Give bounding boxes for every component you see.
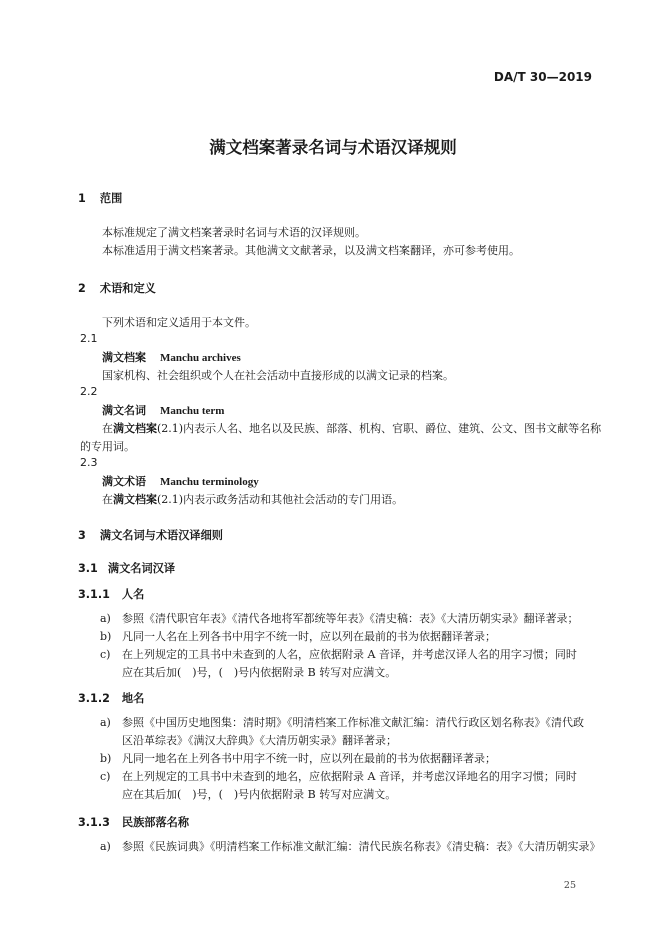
- term-zh: 满文名词: [102, 404, 146, 417]
- section-title: 人名: [121, 588, 145, 601]
- section-title: 地名: [121, 692, 145, 705]
- term-en: Manchu term: [160, 405, 225, 417]
- section-title: 术语和定义: [99, 282, 156, 295]
- list-marker: c): [100, 648, 111, 661]
- list-marker: a): [100, 716, 111, 729]
- term-entry: [102, 402, 224, 418]
- term-number: 2.1: [80, 332, 98, 345]
- paragraph: 本标准规定了满文档案著录时名词与术语的汉译规则。: [102, 226, 366, 239]
- list-marker: c): [100, 770, 111, 783]
- section-number: 3.1.2: [78, 692, 110, 705]
- list-item: [100, 838, 601, 854]
- section-number: 3.1: [78, 562, 98, 575]
- standard-number: DA/T 30—2019: [493, 70, 592, 84]
- section-number: 3: [78, 529, 86, 542]
- term-reference: 满文档案: [113, 493, 157, 506]
- section-number: 2: [78, 282, 86, 295]
- list-marker: a): [100, 840, 111, 853]
- section-3-heading: [78, 527, 223, 543]
- list-text: 参照《清代职官年表》《清代各地将军都统等年表》《清史稿：表》《大清历朝实录》翻译著录；: [122, 612, 579, 625]
- section-3-1-1-heading: [78, 586, 144, 602]
- paragraph: 下列术语和定义适用于本文件。: [102, 316, 256, 329]
- paragraph: 本标准适用于满文档案著录。其他满文文献著录，以及满文档案翻译，亦可参考使用。: [102, 244, 520, 257]
- term-number: 2.2: [80, 385, 98, 398]
- document-title: 满文档案著录名词与术语汉译规则: [209, 138, 457, 157]
- term-definition: [102, 491, 403, 507]
- list-item: [100, 714, 584, 730]
- term-zh: 满文档案: [102, 351, 146, 364]
- definition-text: 在: [102, 493, 113, 506]
- term-definition: 国家机构、社会组织或个人在社会活动中直接形成的以满文记录的档案。: [102, 369, 454, 382]
- list-item: [100, 646, 577, 662]
- list-text: 凡同一地名在上列各书中用字不统一时，应以列在最前的书为依据翻译著录；: [122, 752, 496, 765]
- section-title: 民族部落名称: [121, 816, 190, 829]
- section-1-heading: [78, 190, 122, 206]
- list-text-continuation: 应在其后加( )号，( )号内依据附录 B 转写对应满文。: [122, 788, 397, 801]
- list-item: [100, 768, 577, 784]
- section-3-1-2-heading: [78, 690, 144, 706]
- definition-text: (2.1)内表示人名、地名以及民族、部落、机构、官职、爵位、建筑、公文、图书文献等名称: [157, 422, 602, 435]
- section-2-heading: [78, 280, 156, 296]
- list-text: 参照《中国历史地图集：清时期》《明清档案工作标准文献汇编：清代行政区划名称表》《清代政: [122, 716, 584, 729]
- list-marker: b): [100, 752, 112, 765]
- term-number: 2.3: [80, 456, 98, 469]
- definition-text: (2.1)内表示政务活动和其他社会活动的专门用语。: [157, 493, 404, 506]
- term-entry: [102, 473, 259, 489]
- term-definition: [102, 420, 601, 436]
- term-en: Manchu terminology: [160, 476, 259, 488]
- page-number: 25: [563, 880, 576, 891]
- section-number: 1: [78, 192, 86, 205]
- section-number: 3.1.3: [78, 816, 110, 829]
- list-item: [100, 610, 579, 626]
- term-en: Manchu archives: [160, 352, 241, 364]
- section-3-1-heading: [78, 560, 175, 576]
- list-text: 在上列规定的工具书中未查到的地名，应依据附录 A 音译，并考虑汉译地名的用字习惯；同时: [122, 770, 577, 783]
- term-entry: [102, 349, 241, 365]
- section-3-1-3-heading: [78, 814, 189, 830]
- list-text-continuation: 区沿革综表》《满汉大辞典》《大清历朝实录》翻译著录；: [122, 734, 397, 747]
- section-number: 3.1.1: [78, 588, 110, 601]
- term-definition-continuation: 的专用词。: [80, 440, 135, 453]
- section-title: 满文名词与术语汉译细则: [99, 529, 223, 542]
- list-marker: b): [100, 630, 112, 643]
- list-item: [100, 628, 496, 644]
- list-text: 参照《民族词典》《明清档案工作标准文献汇编：清代民族名称表》《清史稿：表》《大清历朝实录》: [122, 840, 601, 853]
- list-text: 在上列规定的工具书中未查到的人名，应依据附录 A 音译，并考虑汉译人名的用字习惯；同时: [122, 648, 577, 661]
- list-marker: a): [100, 612, 111, 625]
- definition-text: 在: [102, 422, 113, 435]
- section-title: 范围: [99, 192, 123, 205]
- section-title: 满文名词汉译: [107, 562, 176, 575]
- list-item: [100, 750, 496, 766]
- term-reference: 满文档案: [113, 422, 157, 435]
- list-text-continuation: 应在其后加( )号，( )号内依据附录 B 转写对应满文。: [122, 666, 397, 679]
- term-zh: 满文术语: [102, 475, 146, 488]
- list-text: 凡同一人名在上列各书中用字不统一时，应以列在最前的书为依据翻译著录；: [122, 630, 496, 643]
